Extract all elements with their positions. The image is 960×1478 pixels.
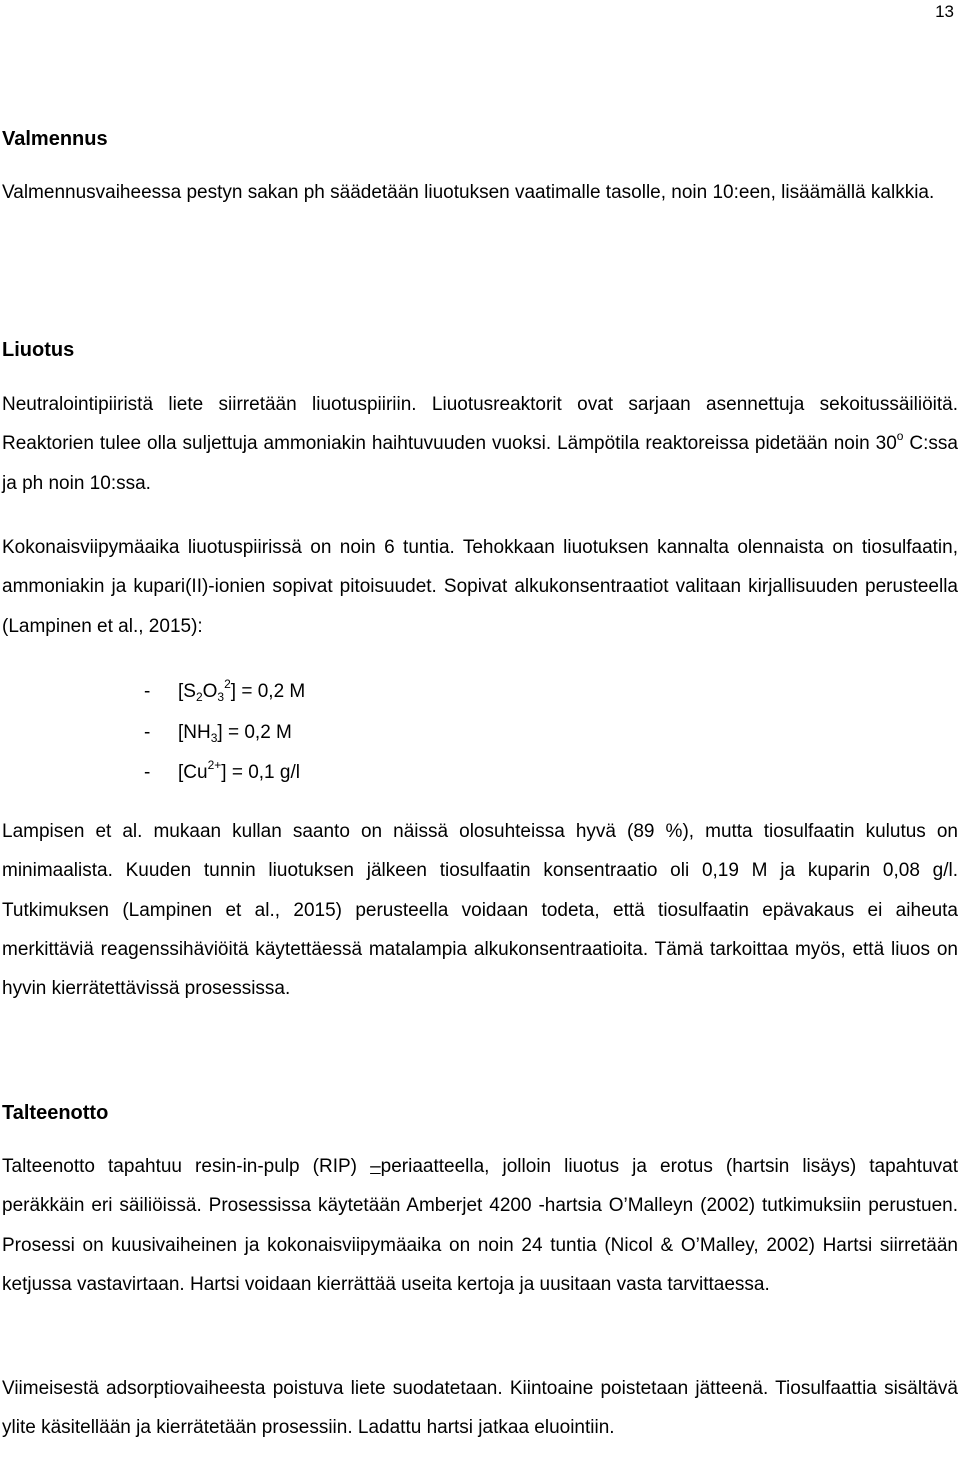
formula-text: [S: [178, 681, 196, 702]
formula-text: ] = 0,2 M: [230, 681, 306, 702]
formula-ammonia: [144, 713, 305, 754]
heading-liuotus: Liuotus: [2, 339, 75, 361]
subscript: 3: [210, 730, 218, 745]
subscript: 3: [217, 690, 225, 704]
liuotus-p1-text-a: Neutralointipiiristä liete siirretään liuotuspiiriin. Liuotusreaktorit ovat sarjaan asennettuja sekoitussäiliöitä. Reaktorien tulee olla suljettuja ammoniakin haihtuvuuden vuoksi. Lämpötila reaktoreissa pidetään noin 30: [2, 394, 958, 455]
degree-superscript: o: [896, 429, 904, 444]
talteenotto-p1-text-b: periaatteella, jolloin liuotus ja erotus (hartsin lisäys) tapahtuvat peräkkäin eri säiliöissä. Prosessissa käytetään Amberjet 4200 -hartsia O’Malleyn (2002) tutkimuksiin perustuen. Prosessi on kuusivaiheinen ja kokonaisviipymäaika on noin 24 tuntia (Nicol & O’Malley, 2002) Hartsi siirretään ketjussa vastavirtaan. Hartsi voidaan kierrättää useita kertoja ja uusitaan vasta tarvittaessa.: [2, 1156, 958, 1295]
talteenotto-p1-text-a: Talteenotto tapahtuu resin-in-pulp (RIP): [2, 1156, 371, 1177]
formula-text: O: [202, 681, 218, 702]
formula-text: ] = 0,2 M: [217, 721, 292, 743]
formula-text: [Cu: [178, 762, 208, 783]
paragraph-talteenotto-1: [2, 1147, 958, 1304]
page-number: 13: [935, 2, 954, 21]
paragraph-liuotus-2: Kokonaisviipymäaika liuotuspiirissä on noin 6 tuntia. Tehokkaan liuotuksen kannalta olennaista on tiosulfaatin, ammoniakin ja kupari(II)-ionien sopivat pitoisuudet. Sopivat alkukonsentraatiot valitaan kirjallisuuden perusteella (Lampinen et al., 2015):: [2, 537, 958, 637]
superscript: 2+: [207, 758, 222, 772]
list-dash: -: [144, 721, 151, 743]
formula-text: ] = 0,1 g/l: [221, 762, 300, 783]
concentration-list: [144, 672, 305, 794]
paragraph-liuotus-3: Lampisen et al. mukaan kullan saanto on näissä olosuhteissa hyvä (89 %), mutta tiosulfaatin kulutus on minimaalista. Kuuden tunnin liuotuksen jälkeen tiosulfaatin konsentraatio oli 0,19 M ja kuparin 0,08 g/l. Tutkimuksen (Lampinen et al., 2015) perusteella voidaan todeta, että tiosulfaatin epävakaus ei aiheuta merkittäviä reagenssihäviöitä käytettäessä matalampia alkukonsentraatioita. Tämä tarkoittaa myös, että liuos on hyvin kierrätettävissä prosessissa.: [2, 821, 958, 1000]
paragraph-liuotus-1: [2, 385, 958, 503]
formula-thiosulfate: [144, 672, 305, 713]
formula-copper: [144, 753, 305, 794]
paragraph-talteenotto-2: Viimeisestä adsorptiovaiheesta poistuva liete suodatetaan. Kiintoaine poistetaan jätteenä. Tiosulfaattia sisältävä ylite käsitellään ja kierrätetään prosessiin. Ladattu hartsi jatkaa eluointiin.: [2, 1378, 958, 1439]
subscript: 2: [195, 690, 203, 704]
paragraph-valmennus: Valmennusvaiheessa pestyn sakan ph säädetään liuotuksen vaatimalle tasolle, noin 10:een, lisäämällä kalkkia.: [2, 182, 935, 203]
heading-valmennus: Valmennus: [2, 128, 108, 150]
underlined-dash: –: [370, 1156, 381, 1177]
liuotus-p1-text-b: C:ssa ja ph noin 10:ssa.: [2, 433, 958, 494]
heading-talteenotto: Talteenotto: [2, 1102, 109, 1124]
list-dash: -: [144, 681, 151, 702]
list-dash: -: [144, 762, 151, 783]
superscript: 2: [224, 677, 231, 691]
formula-text: [NH: [178, 721, 211, 743]
